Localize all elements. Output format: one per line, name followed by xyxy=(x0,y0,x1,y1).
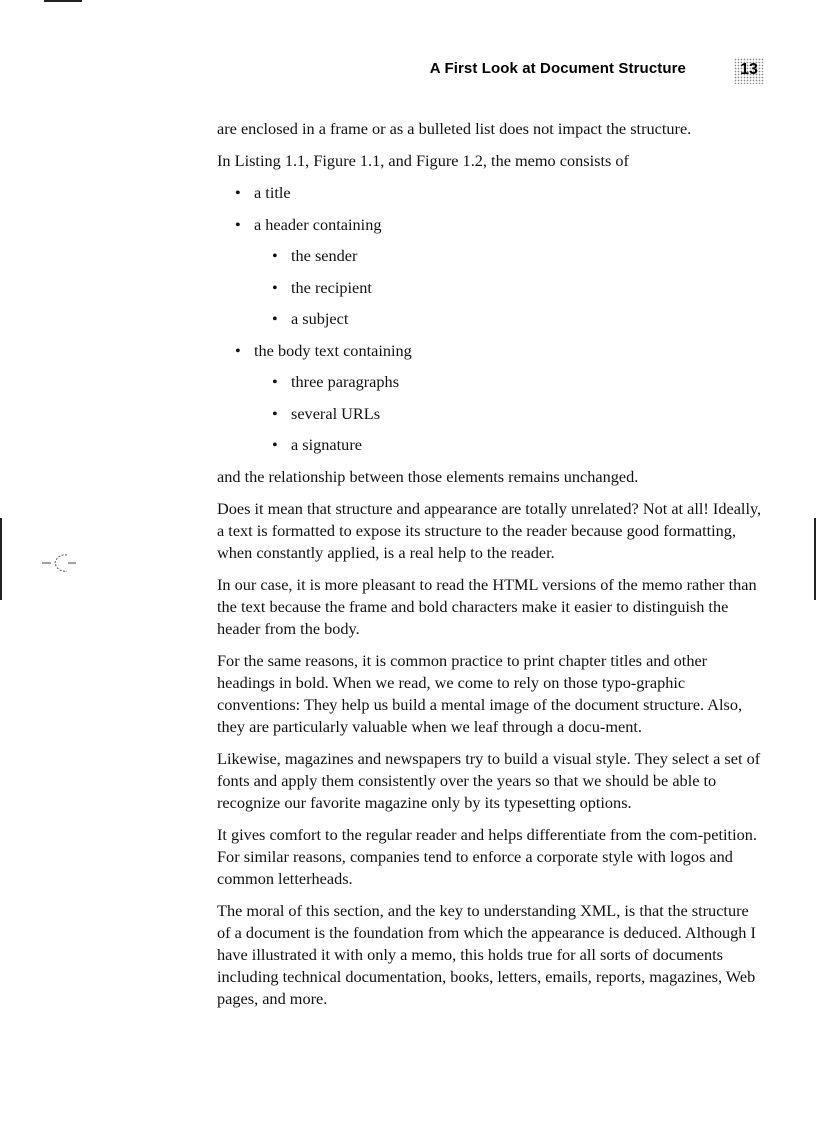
list-item: • the recipient xyxy=(217,277,762,299)
page-body xyxy=(217,118,762,1020)
list-item: • a title xyxy=(217,182,762,204)
margin-rule-left xyxy=(0,518,2,600)
paragraph: In our case, it is more pleasant to read the HTML versions of the memo rather than the text because the frame and bold characters make it easier to distinguish the header from the body. xyxy=(217,575,757,638)
paragraph: For the same reasons, it is common practice to print chapter titles and other headings in bold. When we read, we come to rely on those typo-graphic conventions: They help us build a mental image of the document structure. Also, they are particularly valuable when we leaf through a docu-ment. xyxy=(217,651,743,736)
registration-mark-icon xyxy=(40,552,80,574)
paragraph: It gives comfort to the regular reader and helps differentiate from the com-petition. For similar reasons, companies tend to enforce a corporate style with logos and common letterheads. xyxy=(217,825,757,888)
paragraph-list-lead: In Listing 1.1, Figure 1.1, and Figure 1.2, the memo consists of xyxy=(217,151,629,170)
list-item: • three paragraphs xyxy=(217,371,762,393)
list-item: • a signature xyxy=(217,434,762,456)
list-item: • a subject xyxy=(217,308,762,330)
list-item: • the sender xyxy=(217,245,762,267)
paragraph: Likewise, magazines and newspapers try to build a visual style. They select a set of fonts and apply them consistently over the years so that we should be able to recognize our favorite magazine only by its typesetting options. xyxy=(217,749,761,812)
list-item: • a header containing xyxy=(217,214,762,236)
list-item: • several URLs xyxy=(217,403,762,425)
running-head: A First Look at Document Structure xyxy=(429,60,686,77)
memo-structure-list xyxy=(217,182,762,456)
paragraph: and the relationship between those elements remains unchanged. xyxy=(217,467,639,486)
paragraph-intro-continuation: are enclosed in a frame or as a bulleted list does not impact the structure. xyxy=(217,119,692,138)
list-item: • the body text containing xyxy=(217,340,762,362)
top-rule xyxy=(44,0,82,2)
page-number: 13 xyxy=(734,58,764,84)
paragraph: The moral of this section, and the key to understanding XML, is that the structure of a document is the foundation from which the appearance is deduced. Although I have illustrated it with only a memo, this holds true for all sorts of documents including technical documentation, books, letters, emails, reports, magazines, Web pages, and more. xyxy=(217,901,756,1008)
paragraph: Does it mean that structure and appearance are totally unrelated? Not at all! Ideally, a text is formatted to expose its structure to the reader because good formatting, when constantly applied, is a real help to the reader. xyxy=(217,499,762,562)
